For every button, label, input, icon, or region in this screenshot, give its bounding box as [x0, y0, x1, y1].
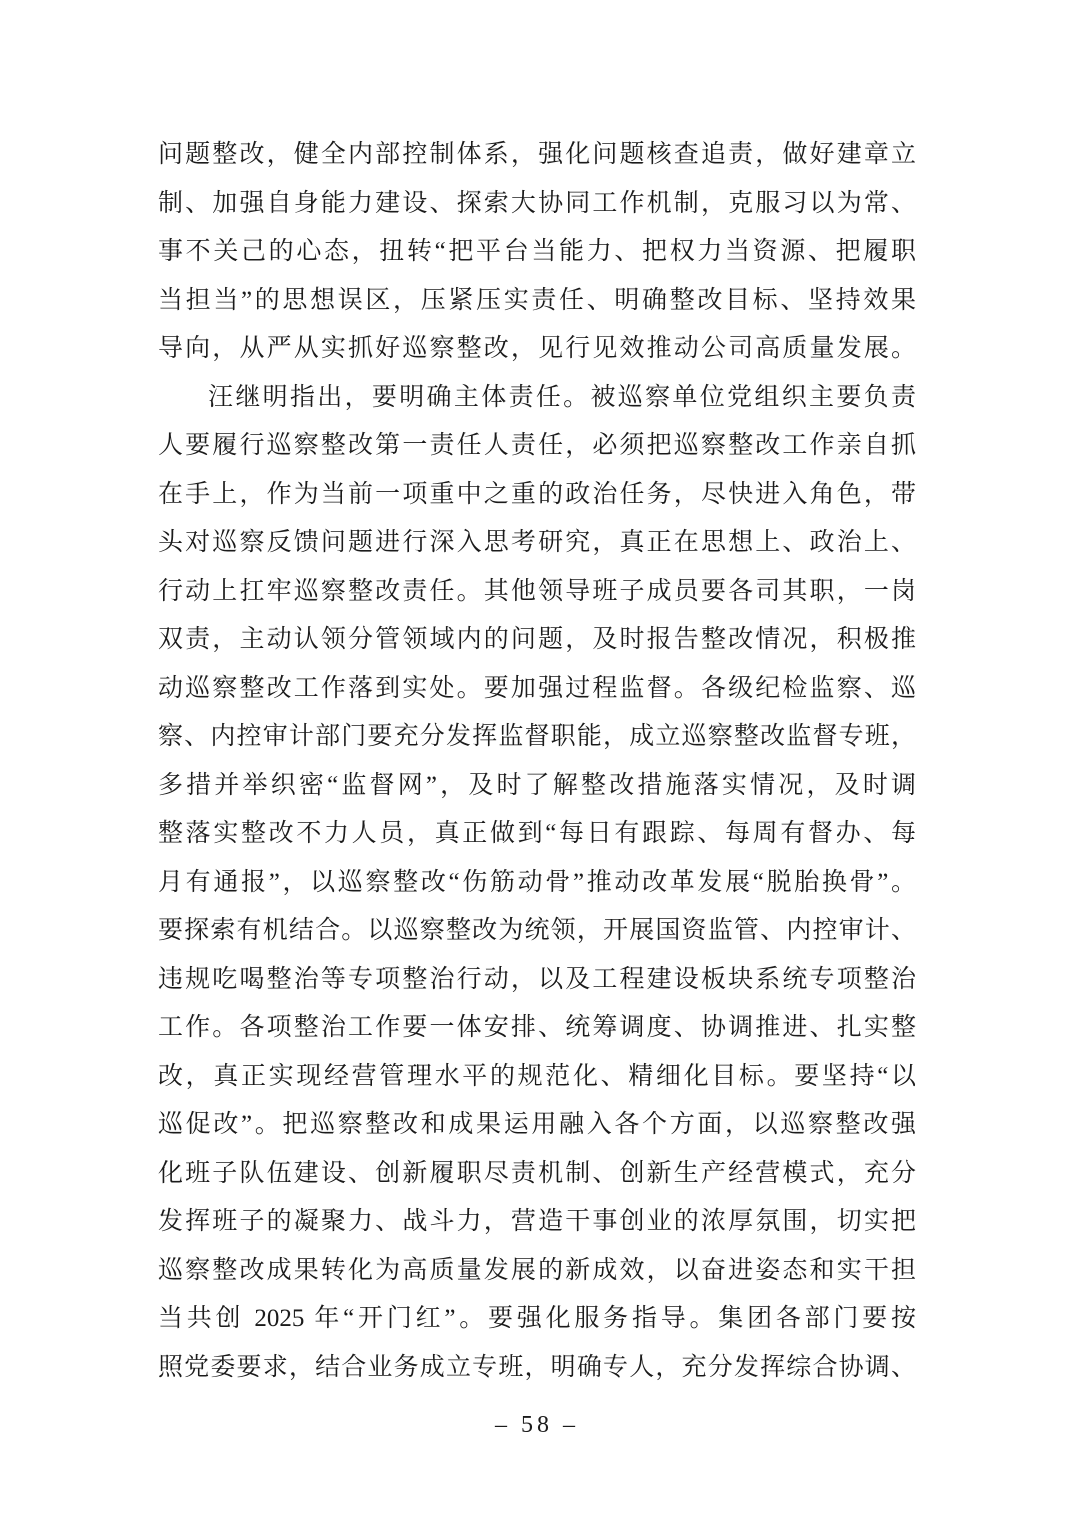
document-body-text — [158, 131, 916, 1392]
text-line: 在手上，作为当前一项重中之重的政治任务，尽快进入角色，带 — [158, 480, 916, 508]
text-line: 月有通报”，以巡察整改“伤筋动骨”推动改革发展“脱胎换骨”。 — [158, 868, 916, 896]
text-line: 制、加强自身能力建设、探索大协同工作机制，克服习以为常、 — [158, 189, 916, 217]
text-line: 巡察整改成果转化为高质量发展的新成效，以奋进姿态和实干担 — [158, 1256, 916, 1284]
text-line: 照党委要求，结合业务成立专班，明确专人，充分发挥综合协调、 — [158, 1353, 916, 1381]
text-line: 双责，主动认领分管领域内的问题，及时报告整改情况，积极推 — [158, 626, 916, 653]
text-line-paragraph-start: 汪继明指出，要明确主体责任。被巡察单位党组织主要负责 — [208, 383, 916, 411]
text-line: 巡促改”。把巡察整改和成果运用融入各个方面，以巡察整改强 — [158, 1111, 916, 1138]
text-line: 问题整改，健全内部控制体系，强化问题核查追责，做好建章立 — [158, 141, 916, 168]
text-line: 事不关己的心态，扭转“把平台当能力、把权力当资源、把履职 — [158, 238, 916, 265]
text-line: 头对巡察反馈问题进行深入思考研究，真正在思想上、政治上、 — [158, 529, 916, 556]
text-line: 动巡察整改工作落到实处。要加强过程监督。各级纪检监察、巡 — [158, 674, 916, 702]
text-line: 行动上扛牢巡察整改责任。其他领导班子成员要各司其职，一岗 — [158, 577, 916, 605]
text-line: 发挥班子的凝聚力、战斗力，营造干事创业的浓厚氛围，切实把 — [158, 1208, 916, 1235]
text-line: 整落实整改不力人员，真正做到“每日有跟踪、每周有督办、每 — [158, 820, 916, 847]
text-line: 当担当”的思想误区，压紧压实责任、明确整改目标、坚持效果 — [158, 286, 916, 314]
text-line: 工作。各项整治工作要一体安排、统筹调度、协调推进、扎实整 — [158, 1014, 916, 1041]
text-line: 人要履行巡察整改第一责任人责任，必须把巡察整改工作亲自抓 — [158, 432, 916, 459]
text-line: 要探索有机结合。以巡察整改为统领，开展国资监管、内控审计、 — [158, 917, 916, 944]
text-line: 改，真正实现经营管理水平的规范化、精细化目标。要坚持“以 — [158, 1062, 916, 1090]
text-line: 违规吃喝整治等专项整治行动，以及工程建设板块系统专项整治 — [158, 965, 916, 993]
page-number: – 58 – — [495, 1412, 579, 1438]
text-line: 当共创 2025 年“开门红”。要强化服务指导。集团各部门要按 — [158, 1305, 916, 1332]
text-line: 察、内控审计部门要充分发挥监督职能，成立巡察整改监督专班， — [158, 723, 916, 750]
text-line: 导向，从严从实抓好巡察整改，见行见效推动公司高质量发展。 — [158, 335, 916, 362]
text-line: 多措并举织密“监督网”，及时了解整改措施落实情况，及时调 — [158, 771, 916, 799]
text-line: 化班子队伍建设、创新履职尽责机制、创新生产经营模式，充分 — [158, 1159, 916, 1187]
